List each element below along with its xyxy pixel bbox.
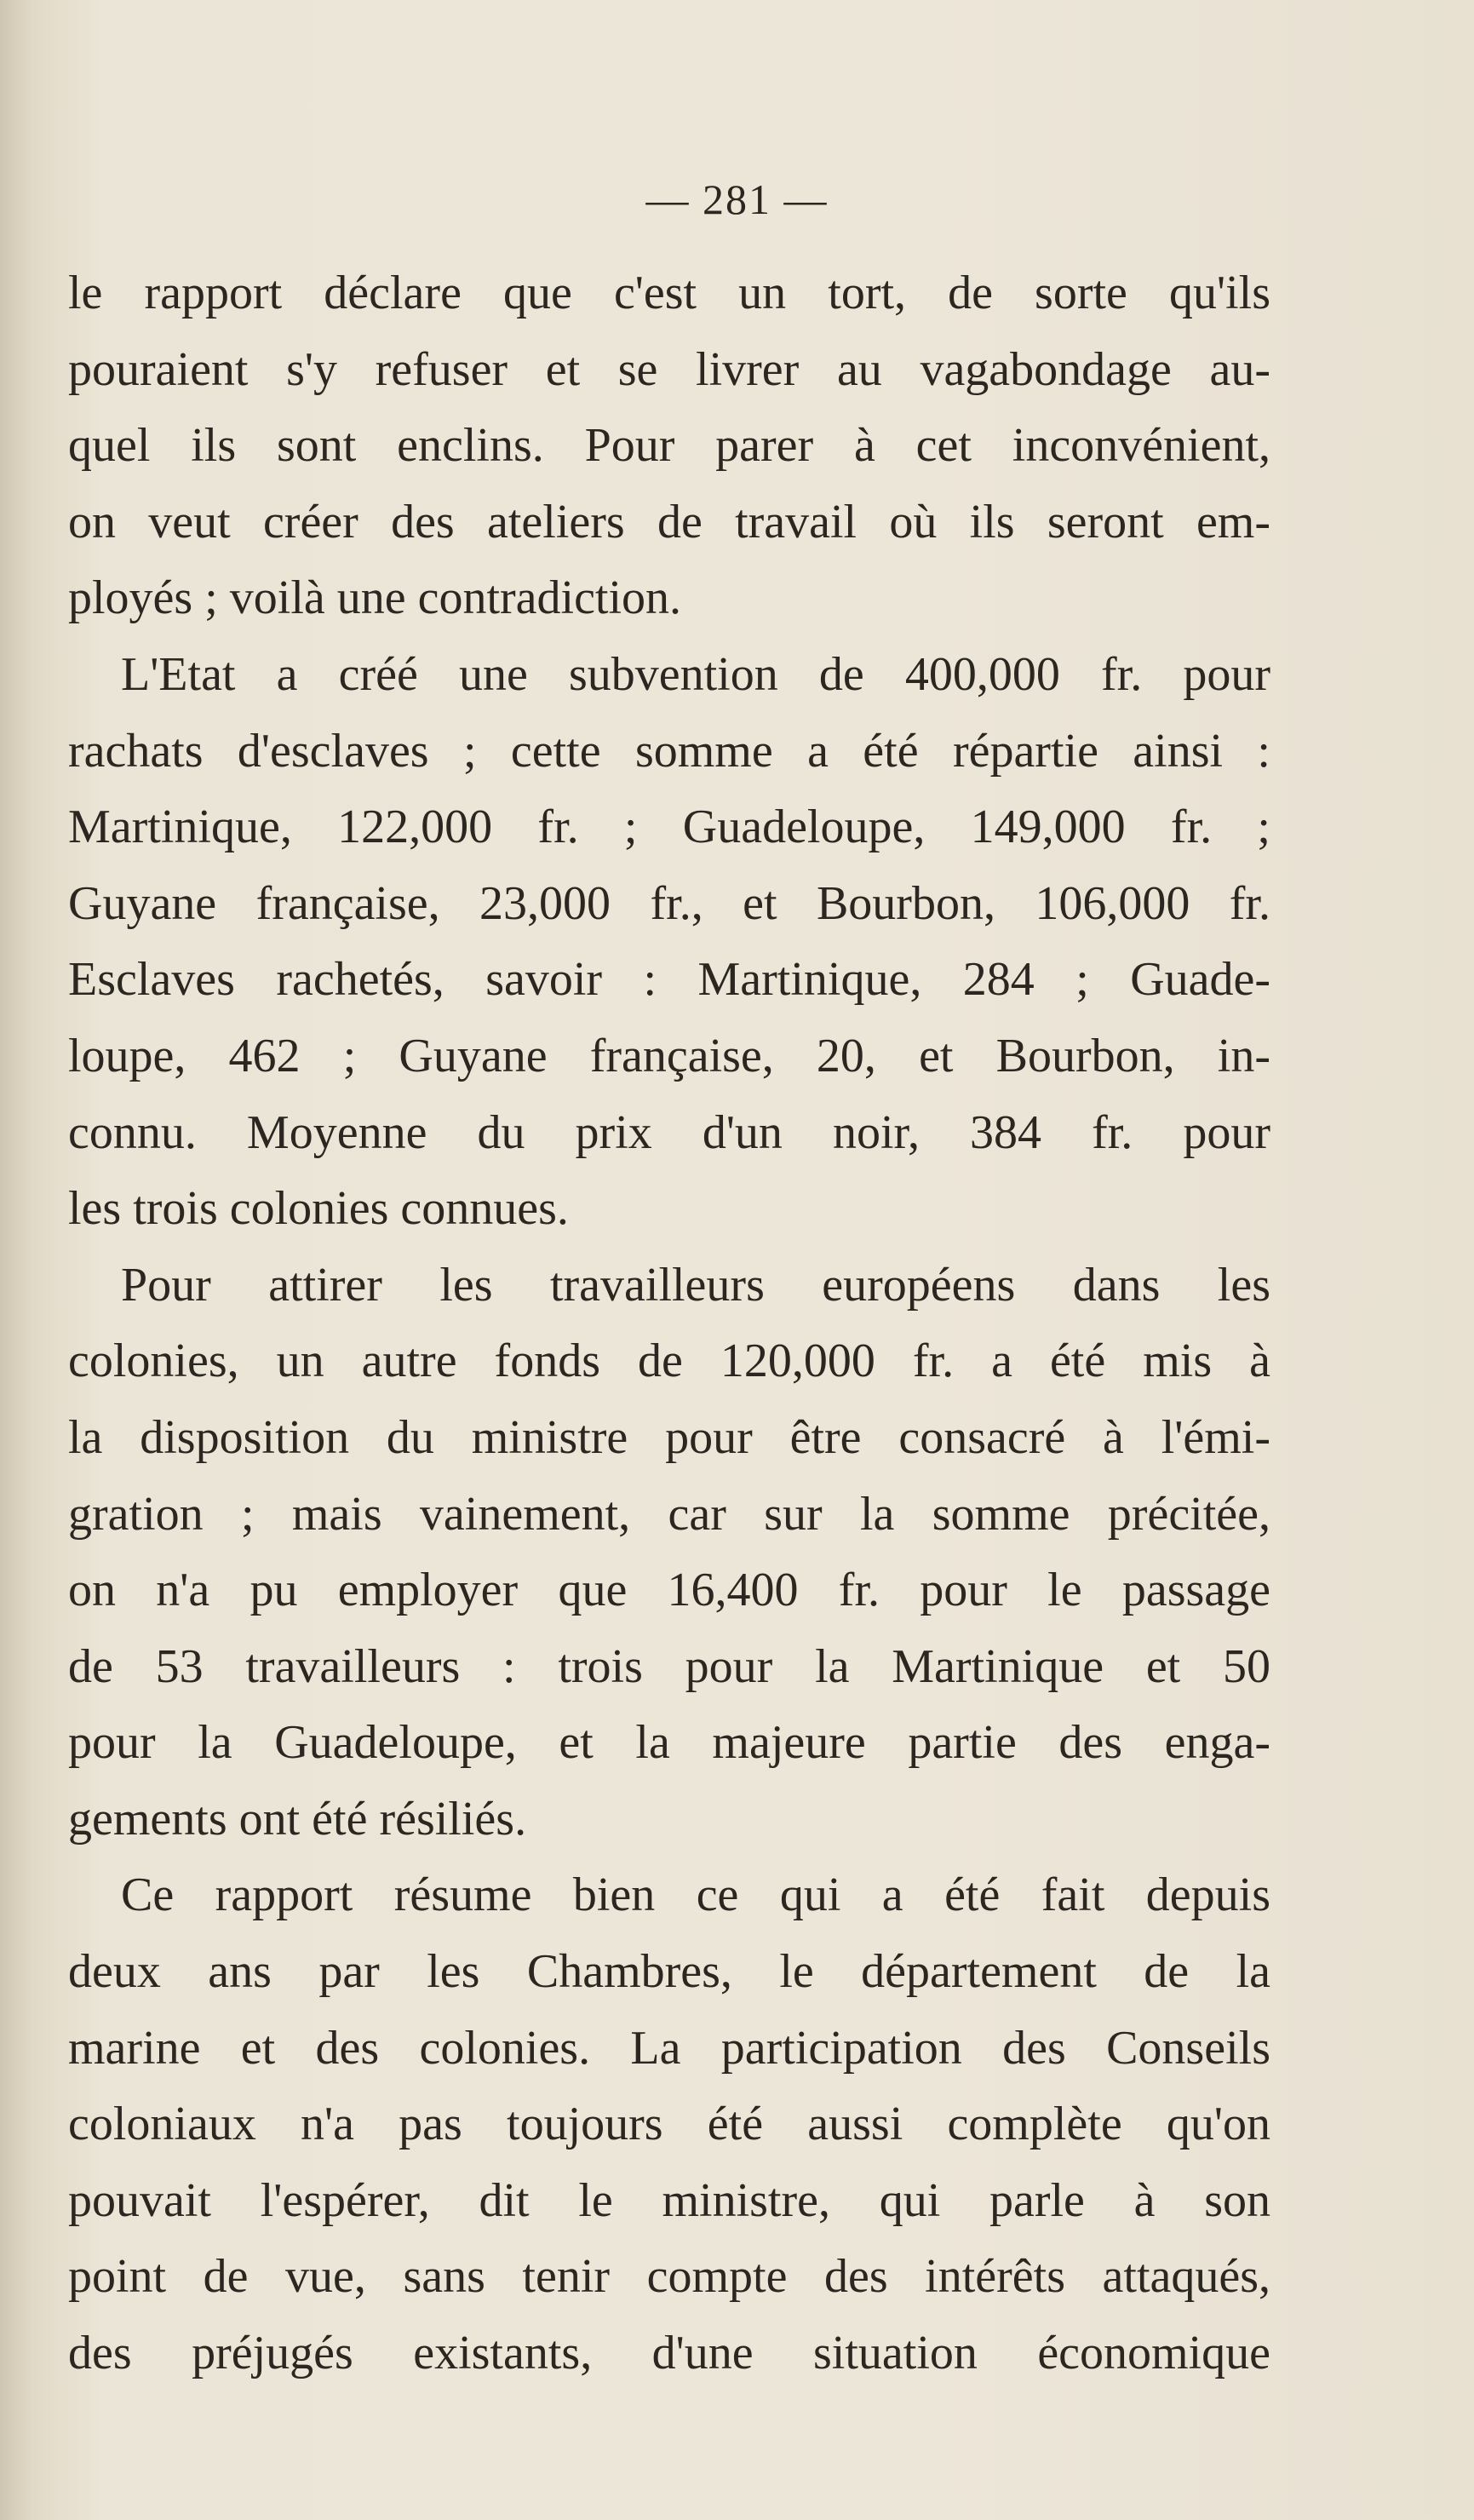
text-line: ployés ; voilà une contradiction. [68,571,682,625]
text-line: coloniaux n'a pas toujours été aussi complète qu'on [68,2098,1270,2151]
text-line: connu. Moyenne du prix d'un noir, 384 fr. pour [68,1105,1270,1159]
text-line: Esclaves rachetés, savoir : Martinique, 284 ; Guade- [68,953,1270,1007]
text-line: pour la Guadeloupe, et la majeure partie des enga- [68,1716,1270,1770]
text-line: deux ans par les Chambres, le département de la [68,1945,1270,1999]
text-line: colonies, un autre fonds de 120,000 fr. a été mis à [68,1335,1270,1388]
paragraph [68,637,1270,1248]
body-text [68,255,1270,2392]
text-line: on n'a pu employer que 16,400 fr. pour le passage [68,1564,1270,1617]
text-line: pouvait l'espérer, dit le ministre, qui parle à son [68,2173,1270,2227]
text-line: Ce rapport résume bien ce qui a été fait depuis [121,1868,1270,1922]
paragraph [68,1248,1270,1858]
text-line: Guyane française, 23,000 fr., et Bourbon, 106,000 fr. [68,876,1270,930]
text-line: loupe, 462 ; Guyane française, 20, et Bourbon, in- [68,1029,1270,1082]
text-line: la disposition du ministre pour être consacré à l'émi- [68,1410,1270,1464]
text-line: point de vue, sans tenir compte des intérêts attaqués, [68,2250,1270,2304]
text-line: quel ils sont enclins. Pour parer à cet inconvénient, [68,419,1270,473]
text-line: le rapport déclare que c'est un tort, de sorte qu'ils [68,267,1270,319]
page-number: — 281 — [645,175,829,223]
text-line: Martinique, 122,000 fr. ; Guadeloupe, 149,000 fr. ; [68,801,1270,854]
text-line: marine et des colonies. La participation des Conseils [68,2021,1270,2075]
text-line: pouraient s'y refuser et se livrer au vagabondage au- [68,342,1270,396]
text-line: L'Etat a créé une subvention de 400,000 fr. pour [121,647,1270,701]
text-line: Pour attirer les travailleurs européens dans les [121,1258,1270,1312]
text-line: on veut créer des ateliers de travail où ils seront em- [68,495,1270,548]
paragraph [68,1857,1270,2391]
text-line: les trois colonies connues. [68,1182,569,1236]
text-line: de 53 travailleurs : trois pour la Martinique et 50 [68,1639,1270,1693]
text-line: gration ; mais vainement, car sur la somme précitée, [68,1487,1270,1541]
text-line: rachats d'esclaves ; cette somme a été répartie ainsi : [68,724,1270,778]
text-line: gements ont été résiliés. [68,1792,527,1846]
paragraph [68,255,1270,637]
text-line: des préjugés existants, d'une situation économique [68,2327,1270,2380]
